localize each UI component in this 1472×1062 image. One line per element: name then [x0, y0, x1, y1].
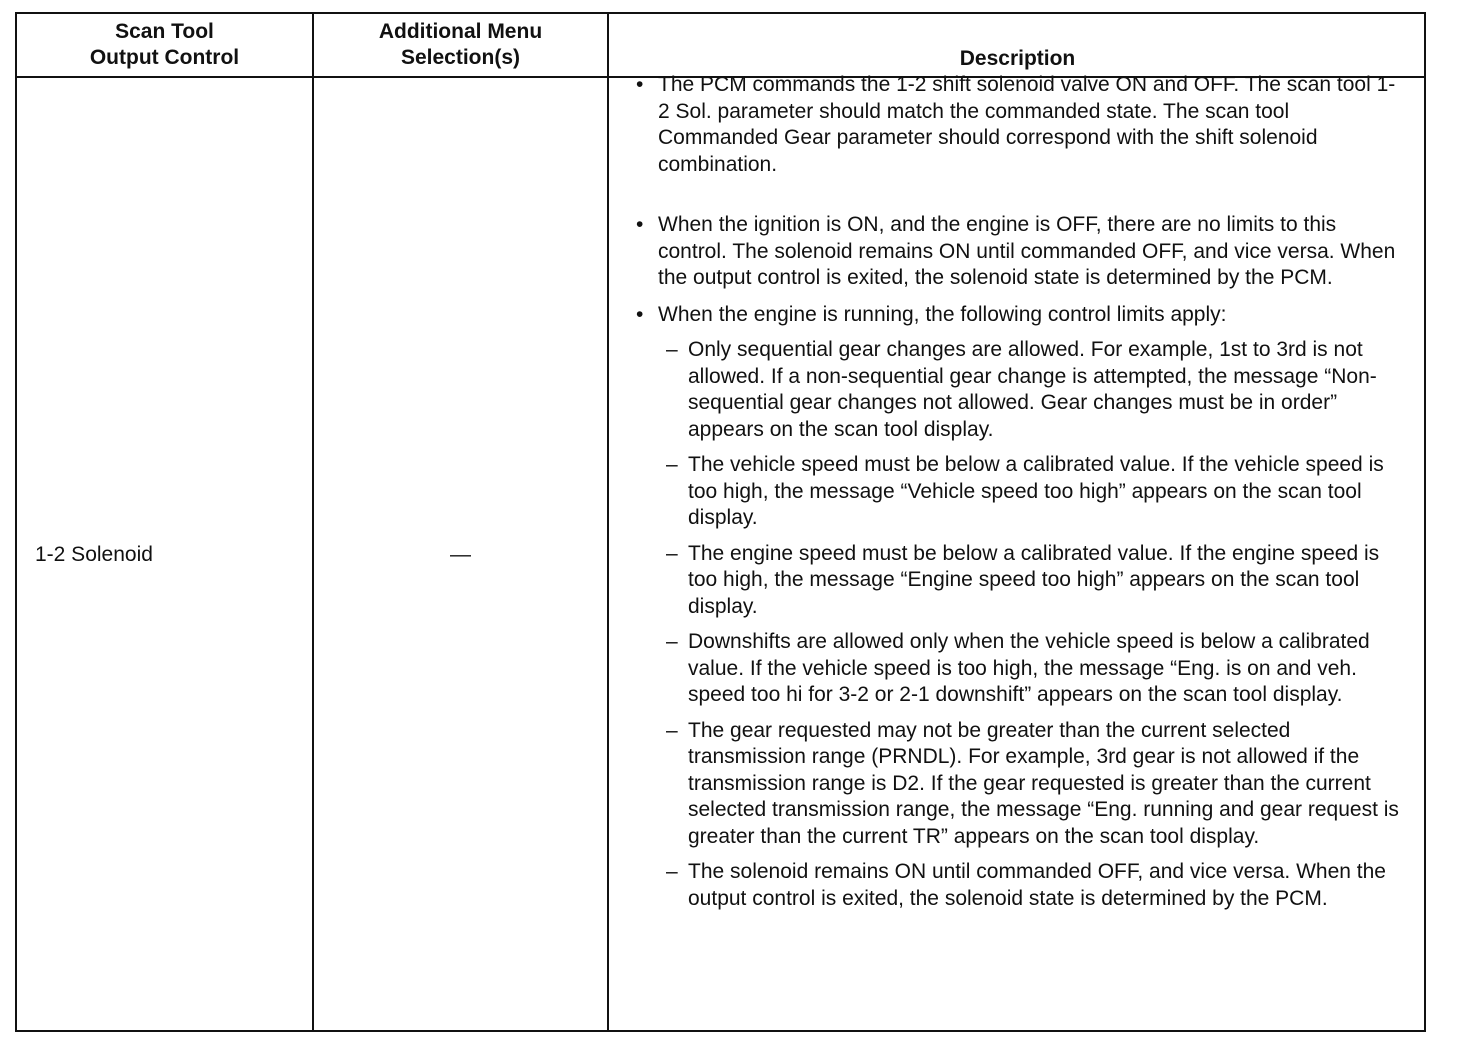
header-description: Description: [959, 47, 1076, 70]
header-line: Additional Menu: [378, 20, 543, 43]
column-divider: [312, 14, 314, 1030]
description-bullet: • The PCM commands the 1-2 shift solenoid valve ON and OFF. The scan tool 1-2 Sol. parameter should match the commanded state. The scan tool Commanded Gear parameter should correspond with the shift solenoid combination.: [636, 73, 1396, 176]
menu-selection-cell: —: [450, 543, 471, 566]
control-limit-item: – The solenoid remains ON until commanded OFF, and vice versa. When the output control is exited, the solenoid state is determined by the PCM.: [666, 860, 1386, 910]
header-line: Selection(s): [400, 46, 520, 69]
header-line: Output Control: [89, 46, 240, 69]
header-line: Scan Tool: [115, 20, 214, 43]
description-bullet: • When the engine is running, the following control limits apply:: [636, 302, 1406, 329]
description-cell: [636, 72, 1406, 912]
bullet-icon: •: [636, 213, 644, 236]
bullet-icon: •: [636, 73, 644, 96]
output-control-cell: 1-2 Solenoid: [35, 543, 153, 566]
dash-icon: –: [666, 338, 678, 361]
control-limit-item: – Only sequential gear changes are allowed. For example, 1st to 3rd is not allowed. If a non-sequential gear change is attempted, the message “Non-sequential gear changes not allowed. Gear changes must be in order” appears on the scan tool display.: [666, 338, 1377, 441]
dash-icon: –: [666, 453, 678, 476]
header-additional-menu-selections: [314, 14, 607, 76]
control-limit-item: – The gear requested may not be greater than the current selected transmission range (PRNDL). For example, 3rd gear is not allowed if the transmission range is D2. If the gear requested is greater than the current selected transmission range, the message “Eng. running and gear request is greater than the current TR” appears on the scan tool display.: [666, 718, 1399, 848]
dash-icon: –: [666, 860, 678, 883]
control-limit-item: – The vehicle speed must be below a calibrated value. If the vehicle speed is too high, the message “Vehicle speed too high” appears on the scan tool display.: [666, 453, 1384, 529]
control-limit-item: – The engine speed must be below a calibrated value. If the engine speed is too high, the message “Engine speed too high” appears on the scan tool display.: [666, 541, 1380, 618]
control-limit-item: – Downshifts are allowed only when the vehicle speed is below a calibrated value. If the vehicle speed is too high, the message “Eng. is on and veh. speed too hi for 3-2 or 2-1 downshift” appears on the scan tool display.: [666, 630, 1370, 706]
column-divider: [607, 14, 609, 1030]
dash-icon: –: [666, 718, 678, 742]
description-bullet: • When the ignition is ON, and the engine is OFF, there are no limits to this control. The solenoid remains ON until commanded OFF, and vice versa. When the output control is exited, the solenoid state is determined by the PCM.: [636, 213, 1396, 289]
header-scan-tool-output-control: [17, 14, 312, 76]
dash-icon: –: [666, 541, 678, 565]
bullet-icon: •: [636, 302, 644, 326]
dash-icon: –: [666, 630, 678, 653]
